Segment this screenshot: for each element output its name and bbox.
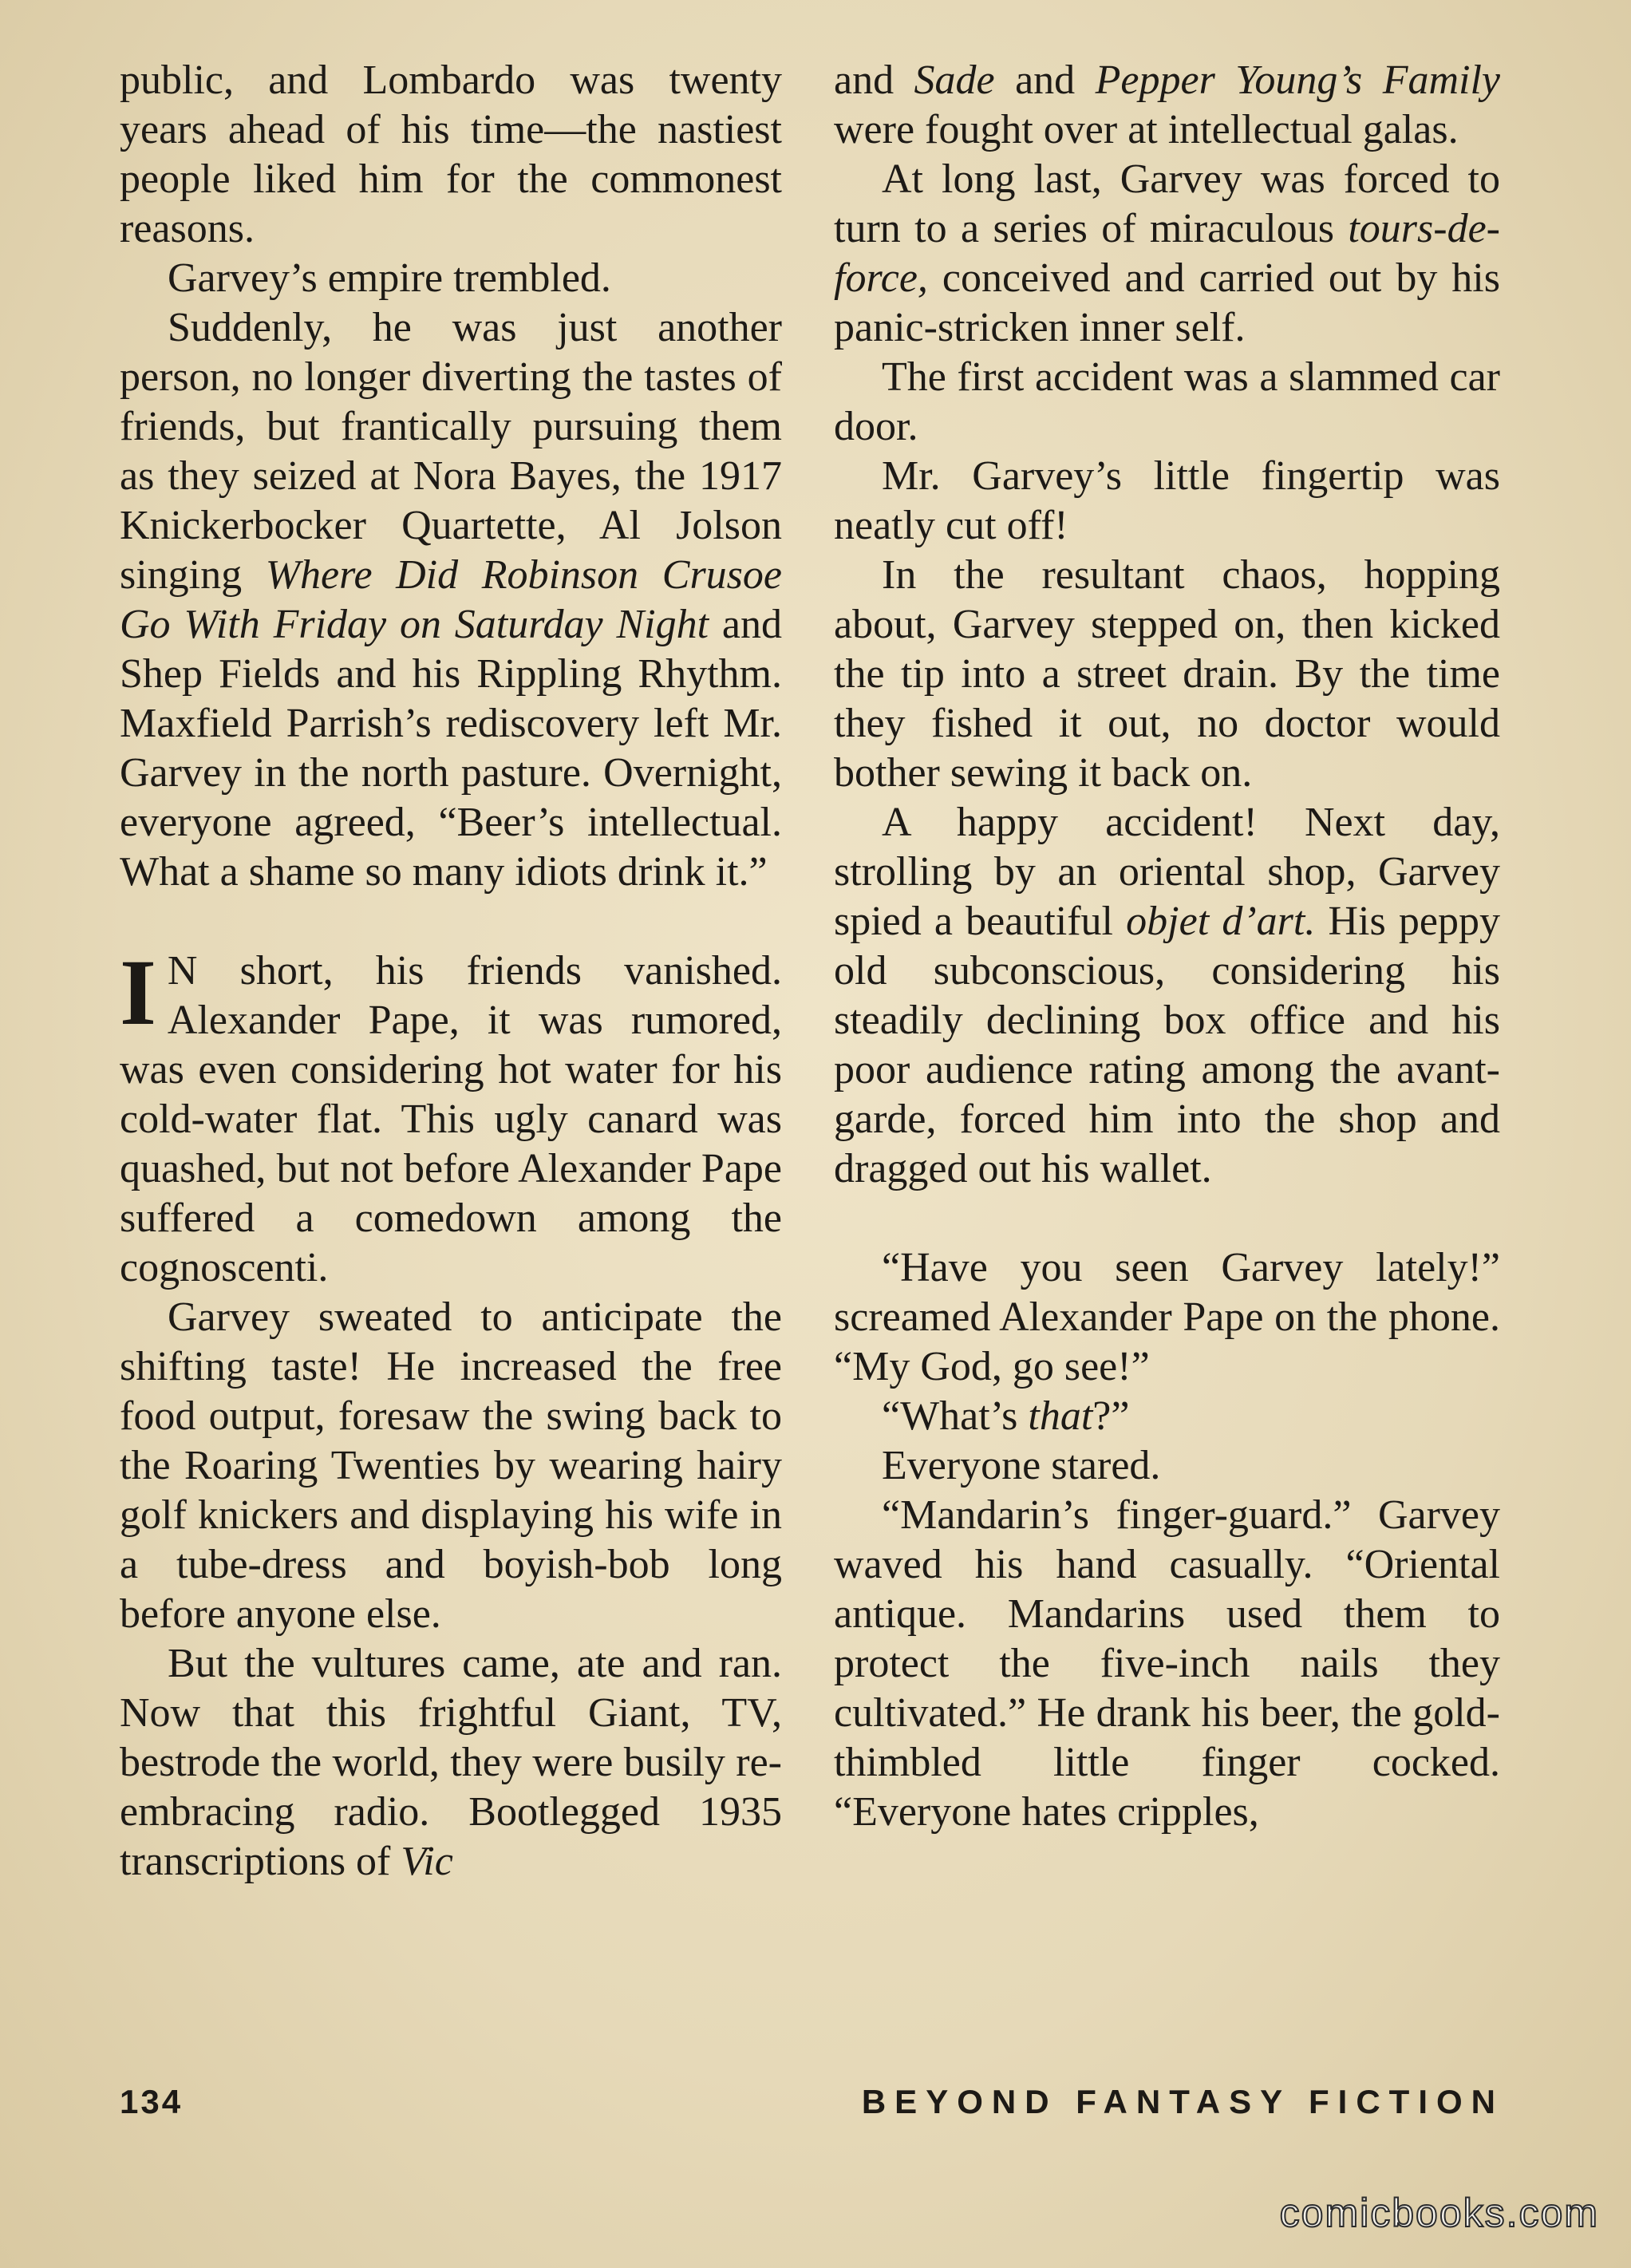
paragraph-text: Garvey’s empire trembled.: [168, 255, 611, 301]
page-footer: [120, 2083, 1504, 2131]
paragraph-text: “What’s: [882, 1393, 1029, 1439]
paragraph: [834, 452, 1500, 551]
paragraph-text: public, and Lombardo was twenty years ahead of his time—the nastiest people liked him for the commonest reasons.: [120, 57, 782, 251]
paragraph-text: Suddenly, he was just another person, no longer diverting the tastes of friends, but frantically pursuing them as they seized at Nora Bayes, the 1917 Knickerbocker Quartette, Al Jolson singing: [120, 305, 782, 598]
paragraph-text: N short, his friends vanished. Alexander Pape, it was rumored, was even considering hot water for his cold-water flat. This ugly canard was quashed, but not before Alexander Pape suffered a comedown among the cognoscenti.: [120, 948, 782, 1290]
paragraph-text: Garvey sweated to anticipate the shifting taste! He increased the free food output, foresaw the swing back to the Roaring Twenties by wearing hairy golf knickers and displaying his wife in a tube-dress and boyish-bob long before anyone else.: [120, 1294, 782, 1637]
paragraph: [834, 798, 1500, 1194]
show-title: Pepper Young’s Family: [1095, 57, 1500, 103]
paragraph: [120, 940, 782, 1293]
paragraph-text: ?”: [1092, 1393, 1130, 1439]
magazine-title: BEYOND FANTASY FICTION: [861, 2083, 1504, 2120]
show-title: Sade: [914, 57, 995, 103]
left-column: [120, 56, 782, 1887]
paragraph: [834, 56, 1500, 155]
paragraph: [120, 303, 782, 897]
paragraph-text: A happy accident! Next day, strolling by an oriental shop, Garvey spied a beautiful: [834, 800, 1500, 944]
song-title: Where Did Robinson Crusoe Go With Friday on Saturday Night: [120, 552, 782, 647]
italic-word: that: [1028, 1393, 1093, 1439]
paragraph-text: In the resultant chaos, hopping about, Garvey stepped on, then kicked the tip into a street drain. By the time they fished it out, no doctor would bother sewing it back on.: [834, 552, 1500, 796]
paragraph-text: His peppy old subconscious, considering his steadily declining box office and his poor audience rating among the avant-garde, forced him into the shop and dragged out his wallet.: [834, 899, 1500, 1191]
watermark: comicbooks.com: [1279, 2191, 1599, 2235]
paragraph: [120, 1293, 782, 1639]
paragraph: [834, 551, 1500, 798]
italic-phrase: tours-de-force,: [834, 206, 1500, 301]
paragraph-text: and: [834, 57, 914, 103]
paragraph: [834, 1441, 1500, 1491]
drop-cap: I: [120, 940, 156, 1045]
paragraph-text: were fought over at intellectual galas.: [834, 107, 1459, 152]
paragraph-text: Everyone stared.: [882, 1443, 1161, 1488]
paragraph-text: Mr. Garvey’s little fingertip was neatly cut off!: [834, 453, 1500, 548]
paragraph-text: conceived and carried out by his panic-stricken inner self.: [834, 255, 1500, 350]
paragraph-text: But the vultures came, ate and ran. Now that this frightful Giant, TV, bestrode the world, they were busily re-embracing radio. Bootlegged 1935 transcriptions of: [120, 1641, 782, 1884]
paragraph: [834, 1392, 1500, 1441]
paragraph: [834, 155, 1500, 353]
paragraph: [120, 254, 782, 303]
italic-phrase: objet d’art.: [1126, 899, 1316, 944]
paragraph: [834, 1243, 1500, 1392]
right-column: [834, 56, 1500, 1837]
paragraph-text: “Mandarin’s finger-guard.” Garvey waved his hand casually. “Oriental antique. Mandarins used them to protect the five-inch nails they cultivated.” He drank his beer, the gold-thimbled little finger cocked. “Everyone hates cripples,: [834, 1492, 1500, 1835]
paragraph-text: and: [994, 57, 1096, 103]
paragraph: [120, 1639, 782, 1887]
paragraph: [834, 353, 1500, 452]
paragraph: [120, 56, 782, 254]
paragraph-text: “Have you seen Garvey lately!” screamed Alexander Pape on the phone. “My God, go see!”: [834, 1245, 1500, 1389]
paragraph-text: The first accident was a slammed car door.: [834, 354, 1500, 449]
paragraph-text: and Shep Fields and his Rippling Rhythm. Maxfield Parrish’s rediscovery left Mr. Garvey in the north pasture. Overnight, everyone agreed, “Beer’s intellectual. What a shame so many idiots drink it.”: [120, 602, 782, 895]
page-number: 134: [120, 2083, 184, 2120]
paragraph-text: At long last, Garvey was forced to turn to a series of miraculous: [834, 156, 1500, 251]
show-title: Vic: [401, 1839, 453, 1884]
paragraph: [834, 1491, 1500, 1837]
